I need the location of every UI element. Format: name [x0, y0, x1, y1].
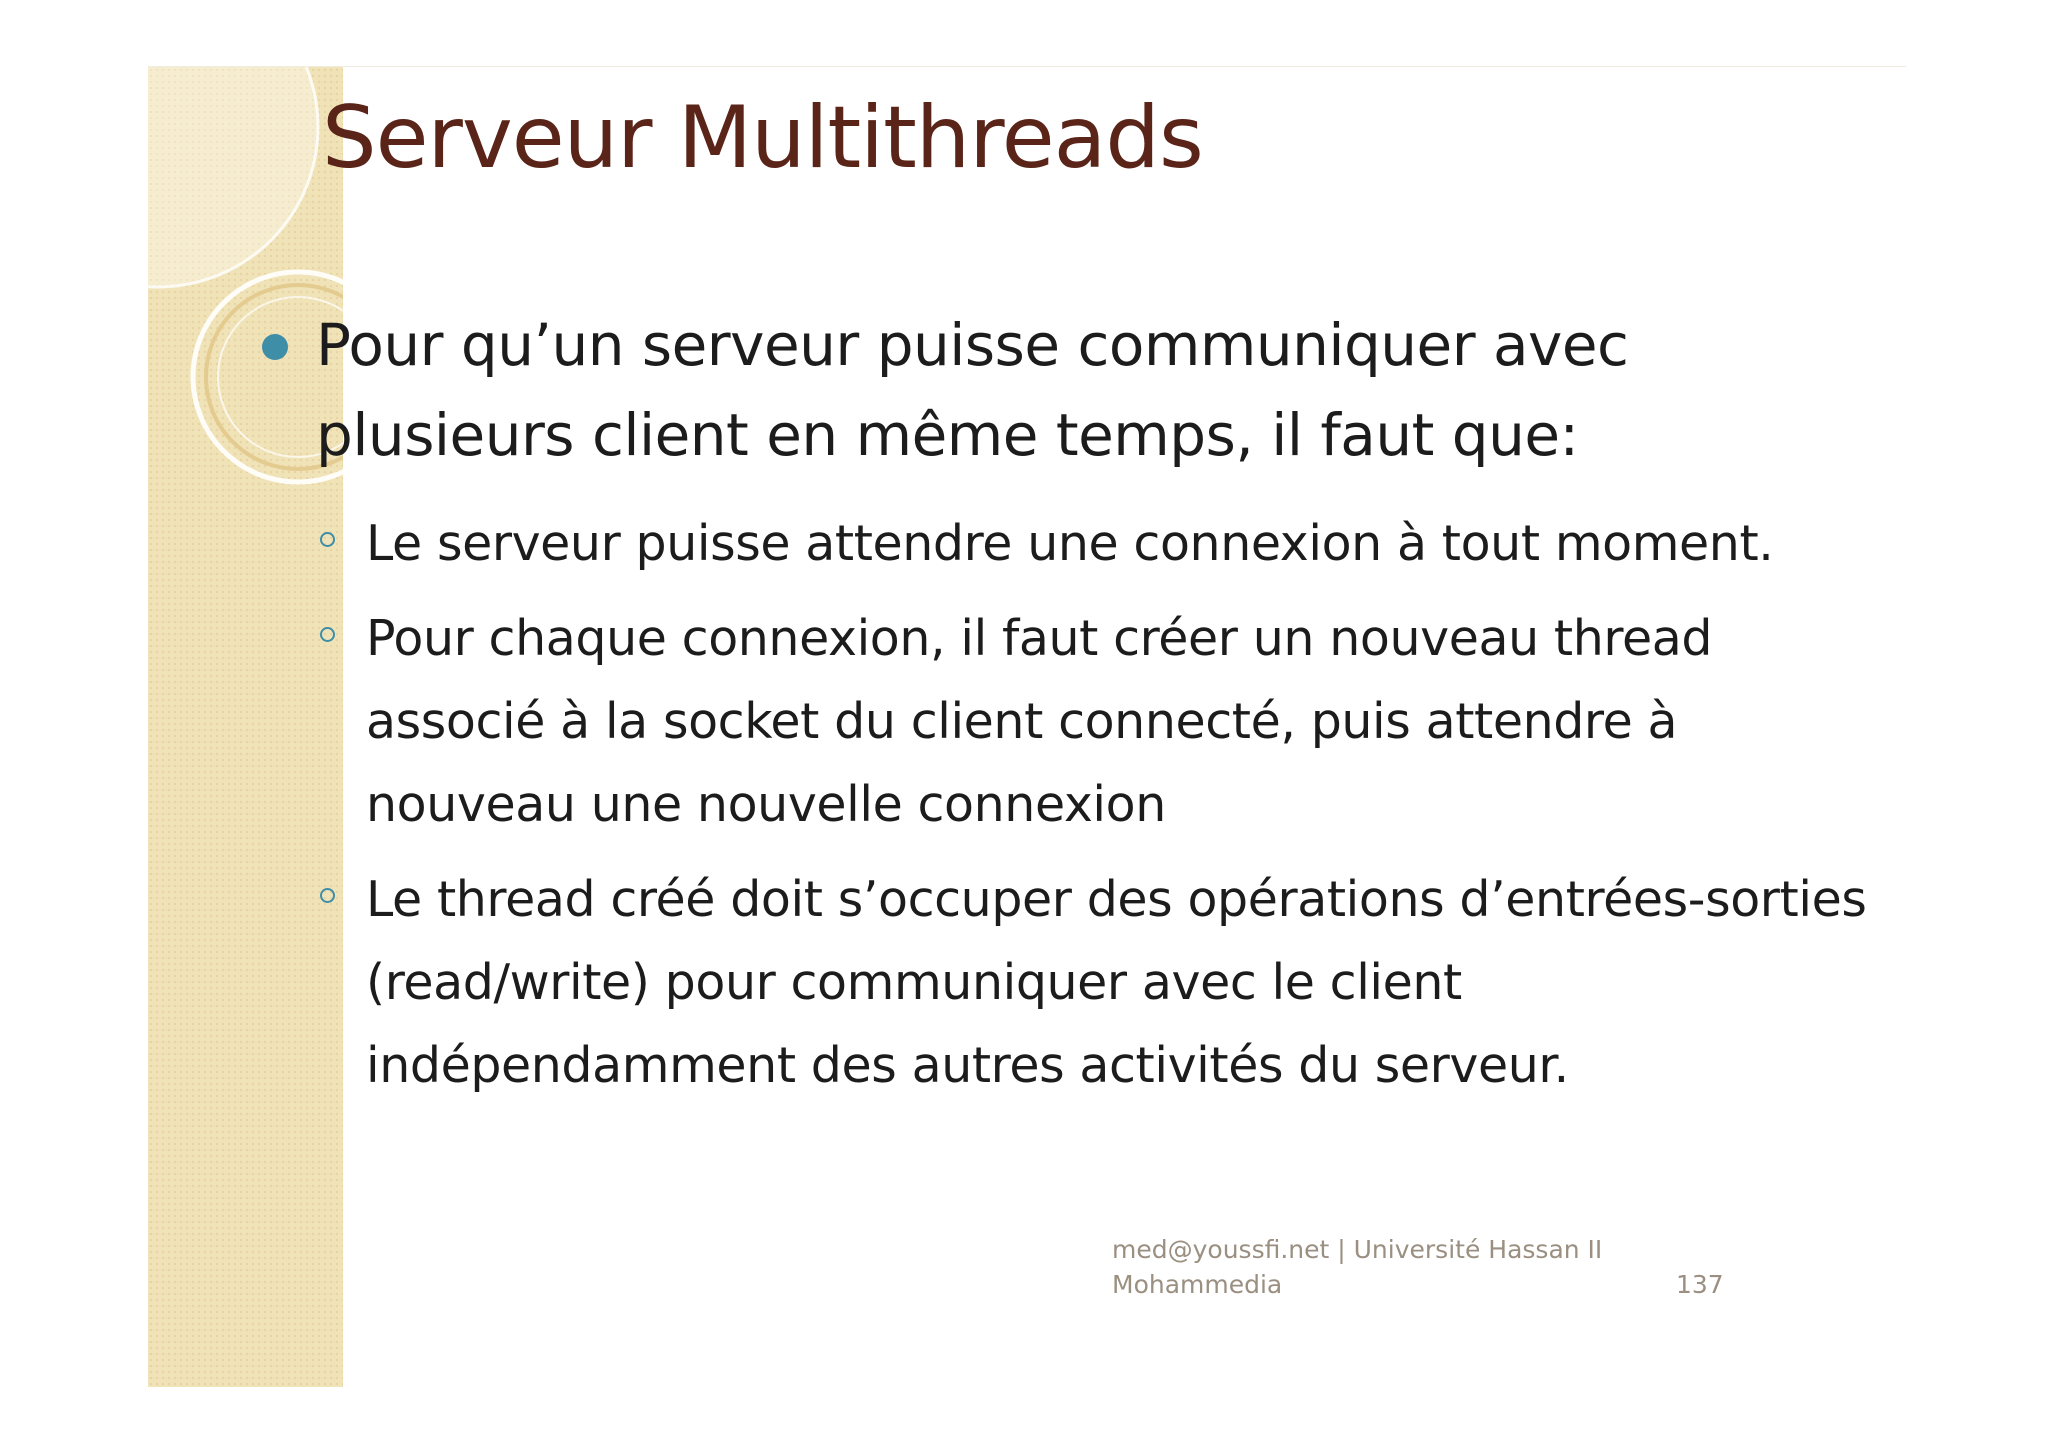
- page-number: 137: [1676, 1270, 1724, 1299]
- footer-line-1: med@youssfi.net | Université Hassan II: [1112, 1235, 1603, 1264]
- sub-bullet-text: Le thread créé doit s’occuper des opérations d’entrées-sorties (read/write) pour communiquer avec le client indépendamment des autres activités du serveur.: [366, 871, 1867, 1094]
- sub-bullet-item: [320, 502, 1880, 585]
- sub-bullet-text: Le serveur puisse attendre une connexion à tout moment.: [366, 515, 1774, 572]
- sub-bullet-text: Pour chaque connexion, il faut créer un nouveau thread associé à la socket du client connecté, puis attendre à nouveau une nouvelle connexion: [366, 610, 1713, 833]
- decorative-band: [148, 67, 343, 1387]
- sub-bullet-ring-icon: [320, 888, 335, 903]
- decorative-circles-icon: [148, 67, 343, 1387]
- footer-line-2: Mohammedia: [1112, 1270, 1283, 1299]
- main-bullet-text: Pour qu’un serveur puisse communiquer avec plusieurs client en même temps, il faut que:: [316, 311, 1629, 469]
- footer-credit: [1112, 1232, 1602, 1302]
- sub-bullet-ring-icon: [320, 627, 335, 642]
- bullet-dot-icon: [262, 334, 288, 360]
- main-bullet: [262, 300, 1822, 480]
- sub-bullet-item: [320, 597, 1880, 846]
- slide-title: Serveur Multithreads: [322, 88, 1203, 188]
- sub-bullet-item: [320, 858, 1880, 1107]
- sub-bullet-ring-icon: [320, 532, 335, 547]
- sub-bullet-list: [320, 502, 1880, 1119]
